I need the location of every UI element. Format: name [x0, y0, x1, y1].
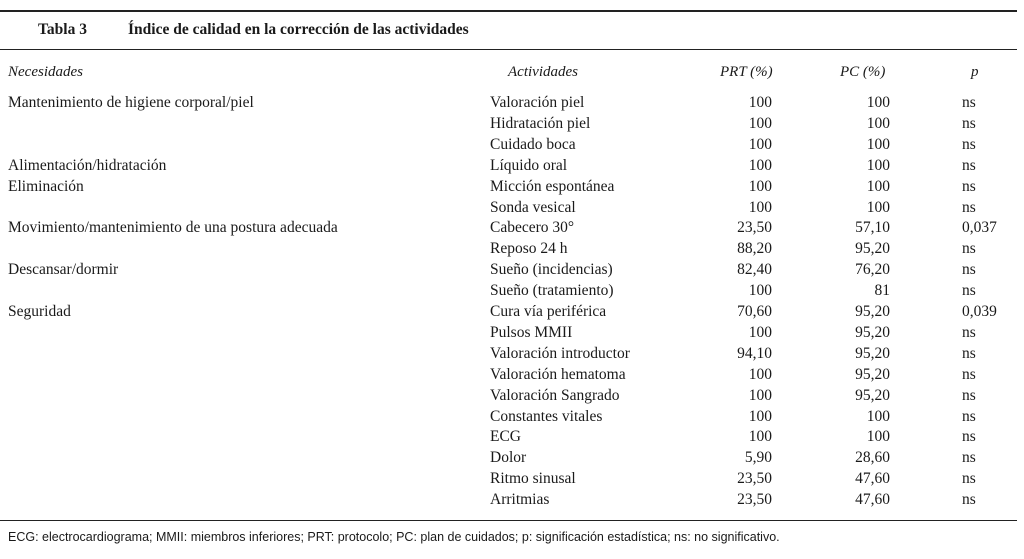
- table-row: [0, 468, 1017, 489]
- activity-cell: Líquido oral: [490, 156, 568, 174]
- p-cell: ns: [962, 177, 976, 195]
- table-row: [0, 447, 1017, 468]
- prt-cell: 82,40: [737, 261, 772, 279]
- pc-cell: 100: [866, 114, 890, 132]
- prt-cell: 23,50: [737, 219, 772, 237]
- prt-cell: 70,60: [737, 303, 772, 320]
- table-row: [0, 301, 1017, 322]
- activity-cell: Cura vía periférica: [490, 303, 607, 320]
- activity-cell: Hidratación piel: [490, 114, 591, 132]
- prt-cell: 5,90: [744, 449, 772, 467]
- activity-cell: Dolor: [490, 449, 527, 467]
- prt-cell: 23,50: [737, 470, 772, 488]
- p-cell: ns: [962, 114, 976, 132]
- pc-cell: 95,20: [855, 323, 890, 341]
- activity-cell: ECG: [490, 428, 521, 446]
- pc-cell: 95,20: [855, 344, 890, 362]
- prt-cell: 100: [748, 282, 772, 300]
- top-rule: [0, 10, 1017, 12]
- pc-cell: 100: [866, 428, 890, 446]
- table-row: [0, 385, 1017, 406]
- p-cell: ns: [962, 198, 976, 216]
- table-caption: [38, 21, 469, 39]
- p-cell: ns: [962, 365, 976, 383]
- prt-cell: 23,50: [737, 491, 772, 509]
- prt-cell: 100: [748, 135, 772, 153]
- table-row: [0, 426, 1017, 447]
- activity-cell: Arritmias: [490, 491, 550, 509]
- p-cell: ns: [962, 428, 976, 446]
- pc-cell: 95,20: [855, 240, 890, 258]
- header-pc: PC (%): [840, 64, 886, 80]
- pc-cell: 95,20: [855, 386, 890, 404]
- need-cell: Mantenimiento de higiene corporal/piel: [8, 94, 254, 111]
- pc-cell: 95,20: [855, 365, 890, 383]
- header-prt: PRT (%): [720, 64, 773, 80]
- p-cell: ns: [962, 240, 976, 258]
- prt-cell: 100: [748, 198, 772, 216]
- pc-cell: 81: [874, 282, 890, 300]
- prt-cell: 100: [748, 407, 772, 425]
- table-row: [0, 364, 1017, 385]
- need-cell: Alimentación/hidratación: [8, 156, 167, 174]
- activity-cell: Cabecero 30°: [490, 219, 575, 237]
- pc-cell: 57,10: [855, 219, 890, 237]
- pc-cell: 100: [866, 94, 890, 111]
- activity-cell: Reposo 24 h: [490, 240, 568, 258]
- need-cell: Seguridad: [8, 303, 71, 320]
- prt-cell: 100: [748, 365, 772, 383]
- activity-cell: Valoración introductor: [490, 344, 630, 362]
- pc-cell: 100: [866, 407, 890, 425]
- table-row: [0, 176, 1017, 197]
- p-cell: ns: [962, 470, 976, 488]
- header-rule: [0, 49, 1017, 50]
- p-cell: ns: [962, 282, 976, 300]
- prt-cell: 100: [748, 177, 772, 195]
- table-row: [0, 406, 1017, 427]
- activity-cell: Cuidado boca: [490, 135, 576, 153]
- pc-cell: 76,20: [855, 261, 890, 279]
- header-needs: Necesidades: [8, 64, 83, 80]
- p-cell: ns: [962, 94, 976, 111]
- pc-cell: 47,60: [855, 491, 890, 509]
- p-cell: ns: [962, 261, 976, 279]
- prt-cell: 100: [748, 114, 772, 132]
- pc-cell: 100: [866, 177, 890, 195]
- table-row: [0, 489, 1017, 510]
- prt-cell: 88,20: [737, 240, 772, 258]
- table-footnote: ECG: electrocardiograma; MMII: miembros inferiores; PRT: protocolo; PC: plan de cuidados; p: significación estadística; ns: no significativo.: [8, 530, 780, 544]
- table-number: Tabla 3: [38, 21, 87, 38]
- pc-cell: 100: [866, 156, 890, 174]
- table-row: [0, 197, 1017, 218]
- activity-cell: Micción espontánea: [490, 177, 615, 195]
- pc-cell: 95,20: [855, 303, 890, 320]
- table-row: [0, 259, 1017, 280]
- p-cell: ns: [962, 449, 976, 467]
- table-title: Índice de calidad en la corrección de las actividades: [128, 21, 469, 38]
- pc-cell: 47,60: [855, 470, 890, 488]
- table-row: [0, 134, 1017, 155]
- table-row: [0, 238, 1017, 259]
- table-row: [0, 92, 1017, 113]
- p-cell: 0,039: [962, 303, 997, 320]
- activity-cell: Valoración Sangrado: [490, 386, 620, 404]
- p-cell: ns: [962, 323, 976, 341]
- prt-cell: 100: [748, 156, 772, 174]
- table-row: [0, 343, 1017, 364]
- activity-cell: Valoración hematoma: [490, 365, 626, 383]
- activity-cell: Sonda vesical: [490, 198, 576, 216]
- pc-cell: 28,60: [855, 449, 890, 467]
- activity-cell: Valoración piel: [490, 94, 585, 111]
- activity-cell: Constantes vitales: [490, 407, 603, 425]
- p-cell: ns: [962, 156, 976, 174]
- p-cell: ns: [962, 407, 976, 425]
- table-row: [0, 113, 1017, 134]
- p-cell: 0,037: [962, 219, 997, 237]
- activity-cell: Sueño (tratamiento): [490, 282, 614, 300]
- pc-cell: 100: [866, 135, 890, 153]
- prt-cell: 100: [748, 94, 772, 111]
- prt-cell: 100: [748, 428, 772, 446]
- activity-cell: Pulsos MMII: [490, 323, 573, 341]
- activity-cell: Sueño (incidencias): [490, 261, 613, 279]
- header-p: p: [971, 64, 979, 80]
- table-row: [0, 322, 1017, 343]
- need-cell: Descansar/dormir: [8, 261, 119, 279]
- p-cell: ns: [962, 491, 976, 509]
- activity-cell: Ritmo sinusal: [490, 470, 576, 488]
- prt-cell: 100: [748, 323, 772, 341]
- need-cell: Movimiento/mantenimiento de una postura adecuada: [8, 219, 338, 237]
- bottom-rule: [0, 520, 1017, 521]
- p-cell: ns: [962, 135, 976, 153]
- prt-cell: 94,10: [737, 344, 772, 362]
- table-row: [0, 217, 1017, 238]
- need-cell: Eliminación: [8, 177, 84, 195]
- p-cell: ns: [962, 344, 976, 362]
- pc-cell: 100: [866, 198, 890, 216]
- table-row: [0, 155, 1017, 176]
- prt-cell: 100: [748, 386, 772, 404]
- table-row: [0, 280, 1017, 301]
- header-activities: Actividades: [508, 64, 578, 80]
- p-cell: ns: [962, 386, 976, 404]
